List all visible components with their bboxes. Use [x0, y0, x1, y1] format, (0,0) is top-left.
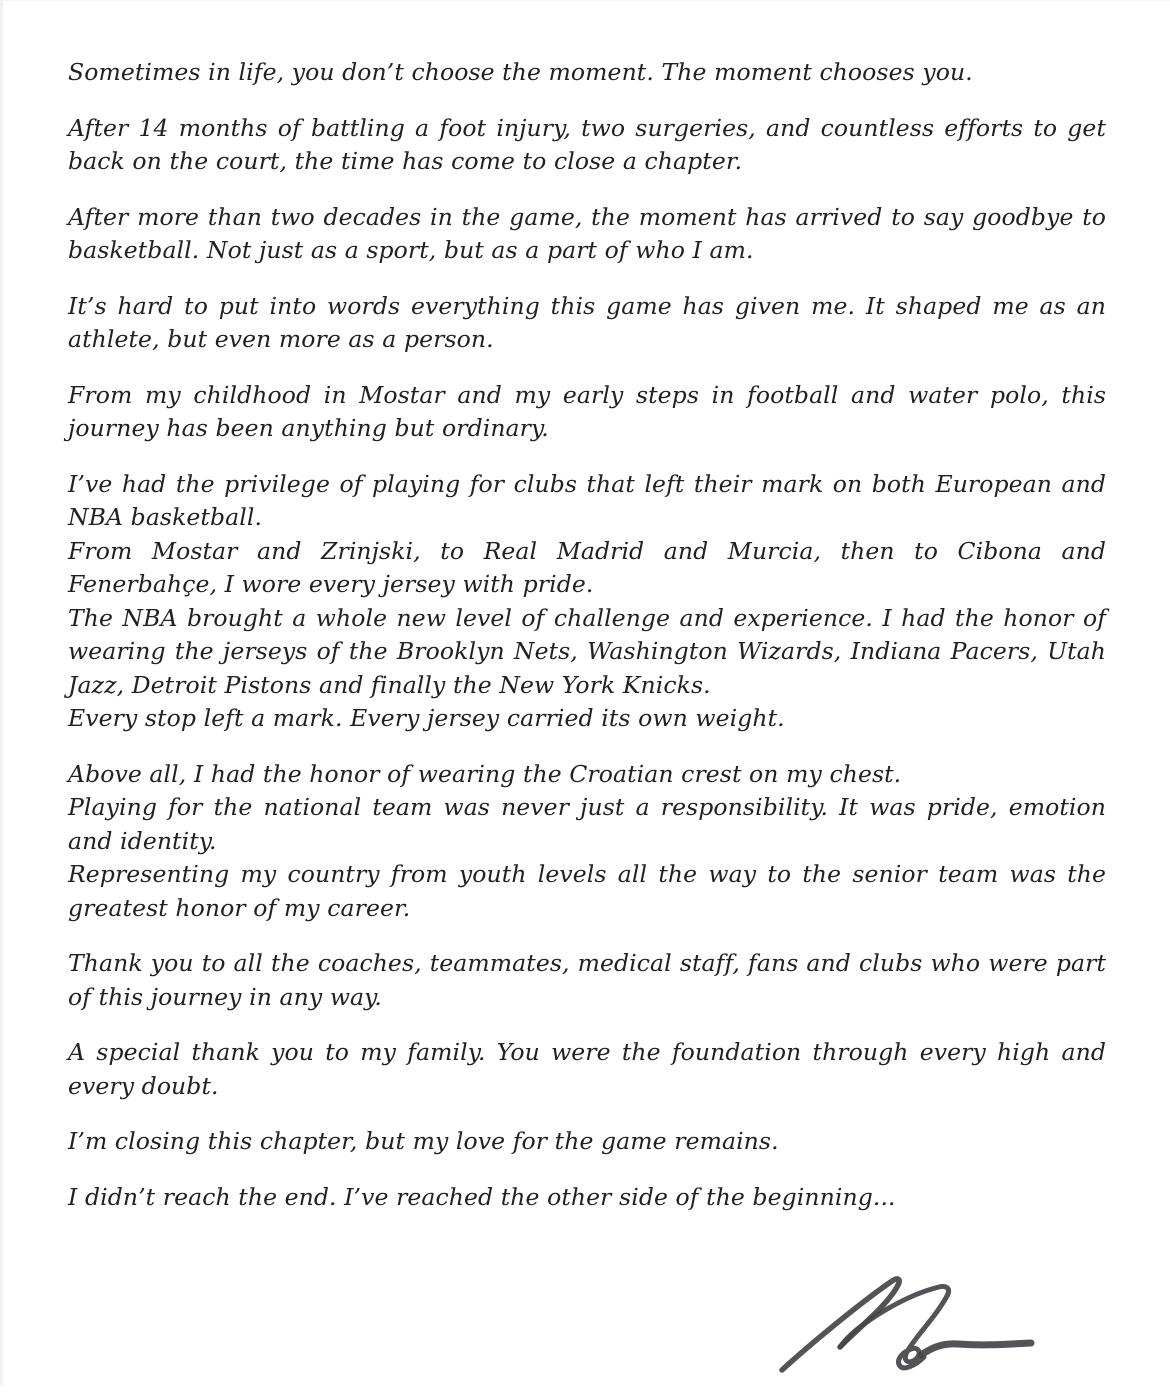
- letter-paragraph: [68, 1036, 1106, 1103]
- paragraph-line: Thank you to all the coaches, teammates, medical staff, fans and clubs who were part of this journey in any way.: [68, 949, 1106, 1011]
- letter-paragraph: [68, 758, 1106, 926]
- paragraph-line: Every stop left a mark. Every jersey carried its own weight.: [68, 704, 785, 732]
- paragraph-line: From my childhood in Mostar and my early steps in football and water polo, this journey has been anything but ordinary.: [68, 380, 1106, 442]
- paragraph-line: I’m closing this chapter, but my love for the game remains.: [68, 1127, 779, 1155]
- paragraph-line: From Mostar and Zrinjski, to Real Madrid and Murcia, then to Cibona and Fenerbahçe, I wore every jersey with pride.: [68, 536, 1106, 598]
- paragraph-line: It’s hard to put into words everything this game has given me. It shaped me as an athlete, but even more as a person.: [68, 291, 1106, 353]
- paragraph-line: I’ve had the privilege of playing for clubs that left their mark on both European and NBA basketball.: [68, 469, 1106, 531]
- letter-paragraph: [68, 290, 1106, 357]
- paragraph-line: Playing for the national team was never just a responsibility. It was pride, emotion and identity.: [68, 793, 1106, 855]
- letter-paragraph: [68, 947, 1106, 1014]
- paragraph-line: A special thank you to my family. You were the foundation through every high and every doubt.: [68, 1038, 1106, 1100]
- paragraph-line: I didn’t reach the end. I’ve reached the other side of the beginning...: [68, 1182, 896, 1211]
- letter-body: [68, 56, 1106, 1214]
- letter-paragraph: [68, 112, 1106, 179]
- paragraph-line: Sometimes in life, you don’t choose the moment. The moment chooses you.: [68, 58, 973, 86]
- paragraph-line: Above all, I had the honor of wearing the Croatian crest on my chest.: [68, 759, 902, 788]
- paragraph-line: After 14 months of battling a foot injury, two surgeries, and countless efforts to get back on the court, the time has come to close a chapter.: [68, 113, 1106, 175]
- letter-paragraph: [68, 1125, 1106, 1159]
- paragraph-line: Representing my country from youth levels all the way to the senior team was the greatest honor of my career.: [68, 860, 1106, 922]
- letter-paragraph: [68, 56, 1106, 90]
- letter-paragraph: [68, 379, 1106, 446]
- letter-paragraph: [68, 201, 1106, 268]
- signature-scribble-icon: [744, 1258, 1044, 1398]
- letter-paragraph: [68, 1181, 1106, 1215]
- paragraph-line: The NBA brought a whole new level of challenge and experience. I had the honor of wearing the jerseys of the Brooklyn Nets, Washington Wizards, Indiana Pacers, Utah Jazz, Detroit Pistons and finally the New York Knicks.: [68, 603, 1106, 699]
- letter-paragraph: [68, 468, 1106, 736]
- paragraph-line: After more than two decades in the game, the moment has arrived to say goodbye to basketball. Not just as a sport, but as a part of who I am.: [68, 202, 1106, 264]
- signature: [68, 1258, 1106, 1398]
